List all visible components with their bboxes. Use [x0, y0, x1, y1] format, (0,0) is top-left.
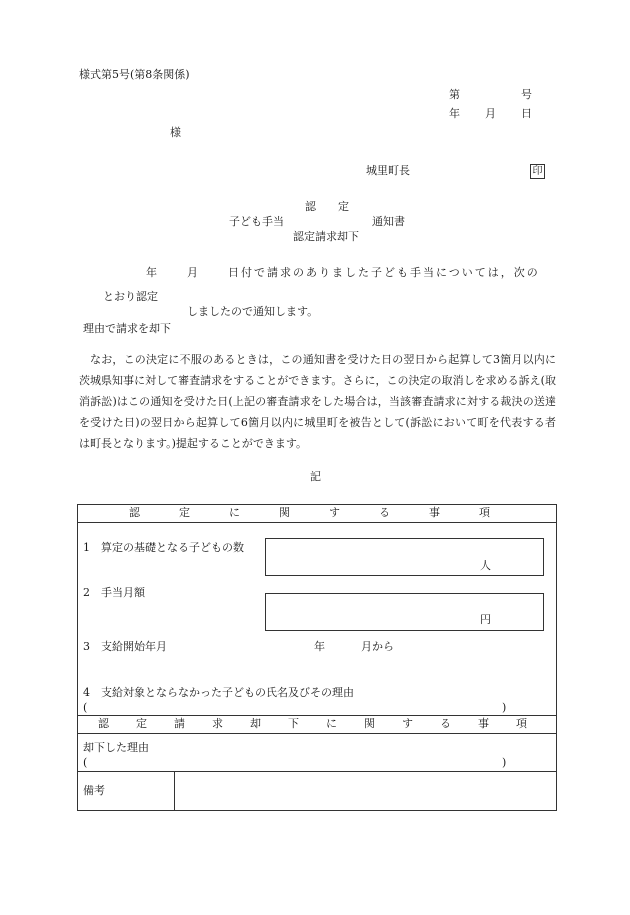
body-line4: 理由で請求を却下: [83, 322, 171, 335]
body-line3: しましたので通知します。: [187, 305, 319, 318]
date-month: 月: [485, 107, 496, 120]
item4-paren-open: (: [83, 701, 88, 714]
item2-field[interactable]: [265, 593, 544, 631]
body-year: 年: [146, 266, 157, 279]
title-line1: 認 定: [305, 200, 349, 213]
number-go: 号: [521, 88, 532, 101]
item1-field[interactable]: [265, 538, 544, 576]
body-line2: とおり認定: [103, 290, 158, 303]
divider: [77, 522, 557, 523]
title-line2-left: 子ども手当: [229, 215, 284, 228]
item3-year: 年: [314, 640, 325, 653]
body-month: 月: [187, 266, 198, 279]
title-line2-right: 通知書: [372, 215, 405, 228]
item4-label: 4 支給対象とならなかった子どもの氏名及びその理由: [83, 686, 354, 699]
notice-paragraph: [79, 349, 556, 454]
divider: [77, 733, 557, 734]
reject-paren-open: (: [83, 756, 88, 769]
number-dai: 第: [449, 88, 460, 101]
seal-mark: 印: [530, 164, 545, 179]
title-line3: 認定請求却下: [293, 230, 359, 243]
notice-text: なお，この決定に不服のあるときは，この通知書を受けた日の翌日から起算して3箇月以内に茨城県知事に対して審査請求をすることができます。さらに，この決定の取消しを求める訴え(取消訴訟)はこの通知を受けた日(上記の審査請求をした場合は，当該審査請求に対する裁決の送達を受けた日)の翌日から起算して6箇月以内に城里町を被告として(訴訟において町を代表する者は町長となります。)提起することができます。: [79, 353, 556, 450]
date-day: 日: [521, 107, 532, 120]
form-label: 様式第5号(第8条関係): [79, 68, 190, 81]
divider: [77, 771, 557, 772]
divider: [77, 715, 557, 716]
date-year: 年: [449, 107, 460, 120]
item1-label: 1 算定の基礎となる子どもの数: [83, 541, 244, 554]
section1-header: 認 定 に 関 す る 事 項: [129, 506, 504, 519]
item3-month: 月から: [361, 640, 394, 653]
ki-mark: 記: [310, 470, 321, 483]
item2-unit: 円: [480, 613, 491, 626]
item2-label: 2 手当月額: [83, 586, 145, 599]
item1-unit: 人: [480, 559, 491, 572]
item3-label: 3 支給開始年月: [83, 640, 167, 653]
recipient-suffix: 様: [170, 126, 181, 139]
body-line1-text: 日付で請求のありました子ども手当については，次の: [228, 266, 540, 279]
remarks-label: 備考: [83, 784, 105, 797]
remarks-divider: [174, 771, 175, 811]
reject-label: 却下した理由: [83, 741, 149, 754]
item4-paren-close: ): [502, 701, 507, 714]
issuer-name: 城里町長: [366, 164, 410, 177]
section2-header: 認 定 請 求 却 下 に 関 す る 事 項: [98, 717, 535, 730]
reject-paren-close: ): [502, 756, 507, 769]
